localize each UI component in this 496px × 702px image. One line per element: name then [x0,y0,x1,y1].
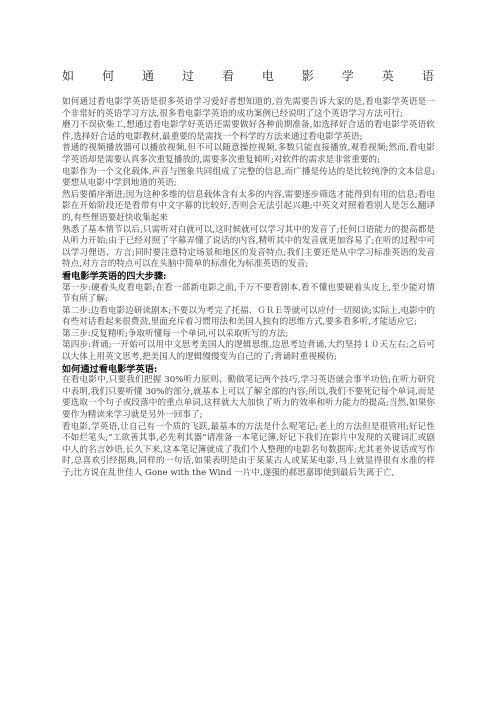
paragraph: 磨刀不误砍柴工,想通过看电影学好英语还需要做好各种前期准备,如选择好合适的看电影学英语软件,选择好合适的电影教材,最重要的是需找一个科学的方法来通过看电影学英语; [62,120,435,142]
title-char: 电 [261,69,274,83]
paragraph: 然后要循序渐进;因为这种多维的信息载体含有太多的内容,需要逐步筛选才能得到有用的信息;看电影在开始阶段还是看带有中文字幕的比较好,否则会无法引起兴趣;中英文对照着看别人是怎么翻译的,有些俚语要赶快收集起来 [62,189,435,223]
title-char: 过 [181,69,194,83]
title-char: 语 [421,69,434,83]
title-char: 何 [101,69,114,83]
document-body [62,97,435,480]
title-char: 英 [381,69,394,83]
section-heading: 看电影学英语的四大步骤: [62,270,167,282]
paragraph: 第三步:反复精听;争取听懂每一个单词,可以采取听写的方法; [62,328,289,339]
paragraph: 电影作为一个文化载体,声音与图象共同组成了完整的信息,而广播是传达的是比较纯净的文本信息;要想从电影中学到地道的英语; [62,166,435,189]
paragraph: 第一步:硬着头皮看电影;在看一部新电影之前,千万不要看剧本,看不懂也要硬着头皮上,至少能对情节有所了解; [62,282,435,305]
paragraph: 第四步:背诵;一开始可以用中文思考美国人的逻辑思维,边思考边背诵,大约坚持１０天左右;之后可以大体上用英文思考,把美国人的逻辑慢慢变为自己的了;背诵时重视模仿; [62,340,435,363]
paragraph: 普通的视频播放器可以播放视频,但不可以随意操控视频,多数只能直接播放,观看视频;然而,看电影学英语却是需要认真多次重复播放的,需要多次重复倾听;对软件的需求是非常重要的; [62,143,435,165]
paragraph: 第二步:边看电影边研读剧本;不要以为考完了托福、ＧＲＥ等就可以应付一切阅读;实际上,电影中的有些对话看起来很费劲,里面充斥着习惯用法和美国人独有的思维方式,要多看多听,才能适应它; [62,305,435,328]
title-char: 影 [301,69,314,83]
title-char: 看 [221,69,234,83]
paragraph: 如何通过看电影学英语是很多英语学习爱好者想知道的,首先需要告诉大家的是,看电影学英语是一个非常好的英语学习方法,很多看电影学英语的成功案例已经说明了这个英语学习方法可行; [62,97,435,119]
document-title [62,69,434,83]
title-char: 通 [141,69,154,83]
title-char: 学 [341,69,354,83]
paragraph: 看电影,学英语,让自己有一个质的飞跃,最基本的方法是什么呢笔记;老上的方法但是很管用;好记性不如烂笔头;“工欲善其事,必先利其器”请准备一本笔记簿,好记下我们在影片中发现的关键词汇或剧中人的名言妙语,长久下来,这本笔记簿就成了我们个人整理的电影名句数据库;尤其老外说话或写作时,总喜欢引经据典,同样的一句话,如果表明是由于某某古人或某某电影,马上就显得很有水准的样子;比方说在乱世佳人 Gone with the Wind 一片中,遂强的郝思嘉即使到最后失离于亡, [62,421,435,478]
paragraph: 熟悉了基本情节以后,只需听对白就可以,这时候就可以学习其中的发音了;任何口语能力的提高都是从听力开始;由于已经对照了字幕弄懂了说话的内容,精听其中的发音就更加容易了;在听的过程中可以学习俚语、方言;同时要注意特定场景和地区的发音特点;我们主要还是从中学习标准英语的发音特点,对方言的特点可以在头脑中简单的标准化为标准英语的发音; [62,224,435,270]
paragraph: 在看电影中,只要我们把握 30%听力原则、勤做笔记两个技巧,学习英语就会事半功倍;在听力研究中表明,我们只要听懂 30%的部分,就基本上可以了解全部的内容;所以,我们不要死记每个单词,而是要选取一个句子或段落中的重点单词,这样就大大加快了听力的效率和听力能力的提高;当然,如果你要作为精读来学习就是另外一回事了; [62,375,435,421]
title-char: 如 [62,69,75,83]
section-heading: 如何通过看电影学英语: [62,363,158,375]
